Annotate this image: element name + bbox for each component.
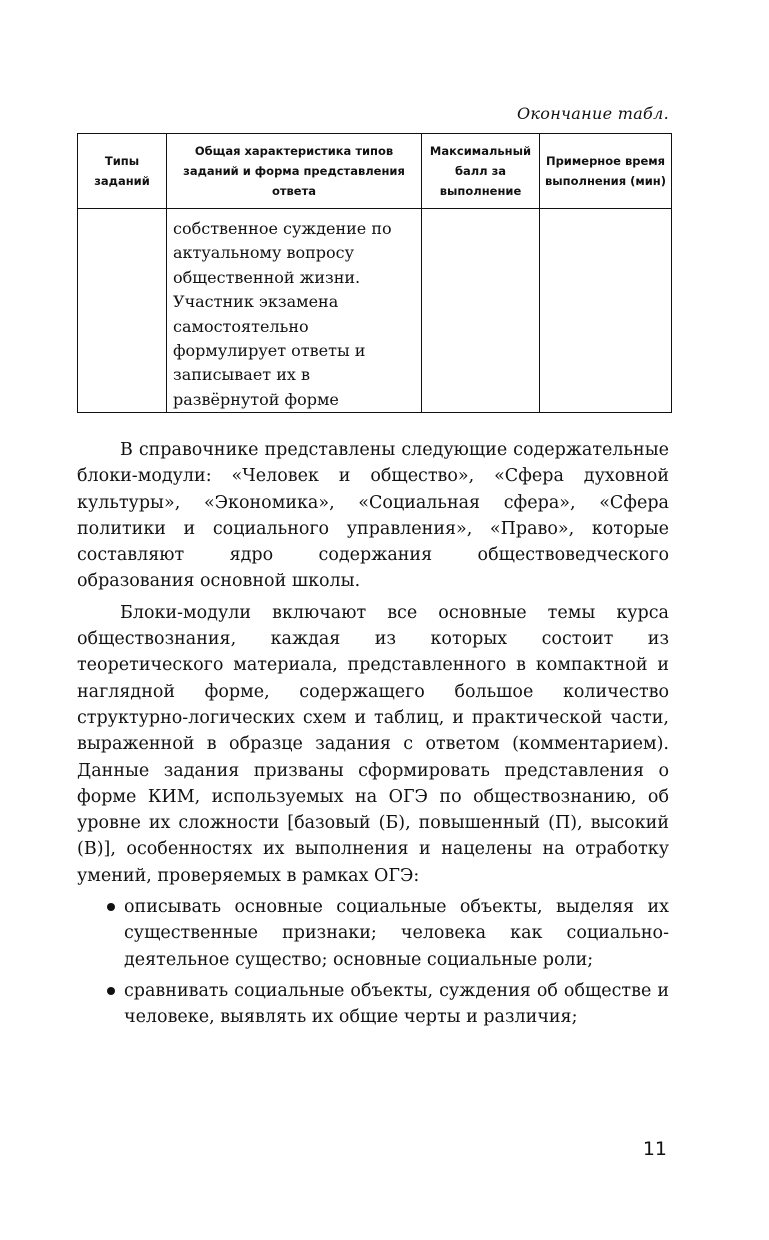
list-item — [77, 978, 669, 1031]
header-task-types: Типы заданий — [78, 134, 167, 209]
paragraph-block-modules: Блоки-модули включают все основные темы курса обществознания, каждая из которых состоит из теоретического материала, представленного в компактной и наглядной форме, содержащего большое количество структурно-логических схем и таблиц, и практической части, выраженной в образце задания с ответом (комментарием). Данные задания призваны сформировать представления о форме КИМ, используемых на ОГЭ по обществознанию, об уровне их сложности [базовый (Б), повышенный (П), высокий (В)], особенностях их выполнения и нацелены на отработку умений, проверяемых в рамках ОГЭ: — [77, 602, 669, 886]
header-approx-time: Примерное время выполнения (мин) — [540, 134, 672, 209]
skills-list — [77, 894, 669, 1030]
paragraph-content-blocks: В справочнике представлены следующие содержательные блоки-модули: «Человек и общество», «Сфера духовной культуры», «Экономика», «Социальная сфера», «Сфера политики и социального управления», «Право», которые составляют ядро содержания обществоведческого образования основной школы. — [77, 440, 669, 592]
bullet-icon — [107, 987, 115, 995]
cell-task-type — [78, 209, 167, 413]
cell-max-score — [422, 209, 540, 413]
table-header-row — [78, 134, 672, 209]
header-characteristics: Общая характеристика типов заданий и форма представления ответа — [167, 134, 422, 209]
list-item-text: описывать основные социальные объекты, выделяя их существенные признаки; человека как социально-деятельное существо; основные социальные роли; — [124, 897, 669, 970]
table-continuation-label: Окончание табл. — [517, 104, 669, 123]
body-text — [77, 437, 669, 1036]
header-max-score: Максимальный балл за выполнение — [422, 134, 540, 209]
task-types-table — [77, 133, 672, 413]
page-number: 11 — [642, 1138, 667, 1160]
bullet-icon — [107, 903, 115, 911]
list-item — [77, 894, 669, 973]
list-item-text: сравнивать социальные объекты, суждения об обществе и человеке, выявлять их общие черты и различия; — [124, 980, 669, 1028]
cell-approx-time — [540, 209, 672, 413]
cell-characteristics: собственное суждение по актуальному вопросу общественной жизни. Участник экзамена самостоятельно формулирует ответы и записывает их в развёрнутой форме — [167, 209, 422, 413]
table-row — [78, 209, 672, 413]
